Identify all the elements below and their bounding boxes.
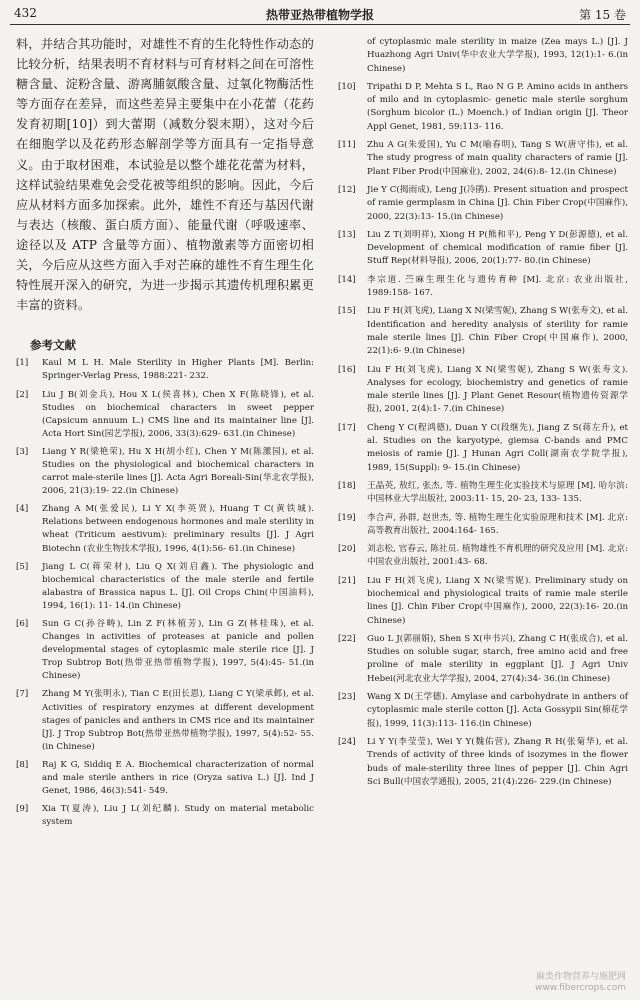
reference-number: [19] xyxy=(338,512,356,523)
volume-label: 第 15 卷 xyxy=(579,8,626,22)
reference-item xyxy=(338,36,628,76)
reference-number: [16] xyxy=(338,364,356,375)
reference-text: Cheng Y C(程鸿德), Duan Y C(段继先), Jiang Z S(蒋左升), et al. Studies on the karyotype, giemsa C-bands and PMC meiosis of ramie [J]. J Hunan Agri Coll(湖南农学院学报), 1989, 15(Suppl): 9- 15.(in Chinese) xyxy=(367,422,628,473)
reference-item xyxy=(338,274,628,301)
reference-item xyxy=(338,139,628,179)
reference-item xyxy=(338,543,628,570)
page-number: 432 xyxy=(14,6,37,20)
reference-number: [10] xyxy=(338,81,356,92)
reference-number: [22] xyxy=(338,633,356,644)
reference-item xyxy=(338,736,628,789)
reference-text: Tripathi D P, Mehta S L, Rao N G P. Amino acids in anthers of milo and in cytoplasmic- genetic male sterile sorghum (Sorghum bicolor (L.) Moench.) of Indian origin [J]. Theor Appl Genet, 1981, 59:113- 116. xyxy=(367,81,628,132)
left-column xyxy=(16,34,314,834)
reference-text: 李合声, 孙群, 赵世杰, 等. 植物生理生化实验原理和技术 [M]. 北京: 高等教育出版社, 2004:164- 165. xyxy=(367,512,628,536)
reference-item xyxy=(338,691,628,731)
reference-number: [4] xyxy=(16,504,29,515)
reference-item xyxy=(338,229,628,269)
references-heading: 参考文献 xyxy=(30,338,76,353)
reference-text: 李宗道. 苎麻生理生化与遗传育种 [M]. 北京: 农业出版社, 1989:158- 167. xyxy=(367,274,628,299)
reference-number: [15] xyxy=(338,306,356,317)
reference-text: Liu Z T(刘明祥), Xiong H P(熊和平), Peng Y D(彭源德), et al. Development of chemical modification of ramie fiber [J]. Stuff Rep(材料导报), 2006, 20(1):77- 80.(in Chinese) xyxy=(367,229,628,267)
reference-text: Wang X D(王学德). Amylase and carbohydrate in anthers of cytoplasmic male sterile cotton [J]. Acta Gossypii Sin(棉花学报), 1999, 11(3):113- 116.(in Chinese) xyxy=(367,692,628,729)
reference-text: Liu F H(刘飞虎), Liang X N(梁雪妮). Preliminary study on biochemical and physiological traits of ramie male sterile lines [J]. Chin Fiber Crop(中国麻作), 2000, 22(3):16- 20.(in Chinese) xyxy=(367,575,628,626)
reference-item xyxy=(16,688,314,753)
reference-text: Guo L J(郭丽娟), Shen S X(申书兴), Zhang C H(张成合), et al. Studies on soluble sugar, starch, free amino acid and free proline of male sterility in eggplant [J]. J Agri Univ Hebei(河北农业大学学报), 2004, 27(4):34- 36.(in Chinese) xyxy=(367,633,628,684)
references-list-right xyxy=(338,36,628,789)
reference-text: Jiang L C(蒋荣材), Liu Q X(刘启鑫). The physiologic and biochemical characteristics of the male sterile and fertile alabastra of Brassica napus L. [J]. Oil Crops Chin(中国油料), 1994, 16(1): 11- 14.(in Chinese) xyxy=(42,561,314,611)
discussion-paragraph: 料，并结合其功能时，对雄性不育的生化特性作动态的比较分析，结果表明不育材料与可育材料之间在可溶性糖含量、淀粉含量、游离脯氨酸含量、过氧化物酶活性等方面存在差异，而这些差异主要集中在小花蕾（花药发育初期[10]）到大蕾期（减数分裂末期），这对今后在细胞学以及花药形态解剖学等方面具有一定指导意义。由于取材困难，本试验是以整个雄花花蕾为材料，这样试验结果难免会受花被等组织的影响。因此，今后应从材料方面多加探索。此外，雄性不育还与基因代谢与表达（核酸、蛋白质方面）、能量代谢（呼吸速率、途径以及 ATP 含量等方面）、植物激素等方面密切相关，今后应从这些方面入手对芒麻的雄性不育生理生化特性展开深入的研究，为进一步揭示其遗传机理积累更丰富的资料。 xyxy=(16,37,314,313)
reference-item xyxy=(16,389,314,441)
reference-item xyxy=(338,364,628,417)
reference-number: [13] xyxy=(338,229,356,240)
reference-text: 王晶英, 敖红, 张杰, 等. 植物生理生化实验技术与原理 [M]. 哈尔滨: 中国林业大学出版社, 2003:11- 15, 20- 23, 133- 135. xyxy=(367,480,628,505)
references-list-left xyxy=(16,357,314,829)
reference-number: [11] xyxy=(338,140,356,151)
reference-number: [18] xyxy=(338,480,356,491)
reference-item xyxy=(16,561,314,613)
reference-number: [14] xyxy=(338,274,356,285)
reference-text: Kaul M L H. Male Sterility in Higher Plants [M]. Berlin: Springer-Verlag Press, 1988:221- 232. xyxy=(42,358,314,382)
reference-item xyxy=(338,575,628,628)
reference-item xyxy=(16,503,314,555)
reference-number: [1] xyxy=(16,358,29,369)
reference-item xyxy=(338,633,628,686)
reference-text: Liu F H(刘飞虎), Liang X N(梁雪妮), Zhang S W(张寿文), et al. Identification and heredity analysis of sterility for ramie male sterile lines [J]. Chin Fiber Crop(中国麻作), 2000, 22(1):6- 9.(in Chinese) xyxy=(367,306,628,357)
reference-item xyxy=(16,618,314,683)
reference-number: [24] xyxy=(338,736,356,747)
reference-number: [20] xyxy=(338,544,356,555)
reference-text: Raj K G, Siddiq E A. Biochemical characterization of normal and male sterile anthers in rice (Oryza sativa L.) [J]. Ind J Genet, 1986, 46(3):541- 549. xyxy=(42,759,314,797)
reference-number: [2] xyxy=(16,389,29,400)
reference-text: Liu F H(刘飞虎), Liang X N(梁雪妮), Zhang S W(张寿文). Analyses for ecology, biochemistry and genetics of ramie male sterile lines [J]. J Plant Genet Resour(植物遗传资源学报), 2001, 2(4):1- 7.(in Chinese) xyxy=(367,364,628,415)
reference-number: [9] xyxy=(16,804,29,815)
site-watermark xyxy=(535,972,626,994)
watermark-url: www.fibercrops.com xyxy=(535,983,626,993)
reference-text: of cytoplasmic male sterility in maize (Zea mays L.) [J]. J Huazhong Agri Univ(华中农业大学学报), 1993, 12(1):1- 6.(in Chinese) xyxy=(367,37,628,74)
reference-number: [3] xyxy=(16,446,29,457)
right-column xyxy=(338,36,628,794)
journal-title: 热带亚热带植物学报 xyxy=(265,8,374,22)
reference-number: [21] xyxy=(338,575,356,586)
reference-number: [6] xyxy=(16,619,29,629)
reference-item xyxy=(16,759,314,798)
reference-item xyxy=(338,184,628,224)
header-rule xyxy=(10,24,630,25)
reference-item xyxy=(16,446,314,498)
reference-item xyxy=(16,803,314,829)
reference-number: [23] xyxy=(338,692,356,703)
reference-text: Liu J B(刘金兵), Hou X L(侯喜林), Chen X F(陈晓锋), et al. Studies on biochemical characters in sweet pepper (Capsicum annuum L.) CMS line and its maintainer line [J]. Acta Hort Sin(园艺学报), 2006, 33(3):629- 631.(in Chinese) xyxy=(42,389,314,439)
watermark-name: 麻类作物营养与施肥网 xyxy=(535,972,626,982)
reference-text: Jie Y C(揭雨成), Leng J(冷鹃). Present situation and prospect of ramie germplasm in China [J]. Chin Fiber Crop(中国麻作), 2000, 22(3):13- 15.(in Chinese) xyxy=(367,184,628,222)
reference-text: Zhang M Y(张明永), Tian C E(田长恩), Liang C Y(梁承邺), et al. Activities of respiratory enzymes at different development stages of panicles and anthers in CMS rice and its maintainer [J]. J Trop Subtrop Bot(热带亚热带植物学报), 1997, 5(4):52- 55.(in Chinese) xyxy=(42,689,314,752)
reference-number: [5] xyxy=(16,561,29,572)
reference-item xyxy=(338,422,628,475)
body-paragraph xyxy=(16,34,314,315)
reference-text: 刘志松, 官春云, 陈社员. 植物雄性不育机理的研究及应用 [M]. 北京: 中国农业出版社, 2001:43- 68. xyxy=(367,544,628,568)
reference-item xyxy=(338,305,628,358)
reference-text: Li Y Y(李莹莹), Wei Y Y(魏佑营), Zhang R H(张菊华), et al. Trends of activity of three kinds of isozymes in the flower buds of male-sterility three lines of pepper [J]. Chin Agri Sci Bull(中国农学通报), 2005, 21(4):226- 229.(in Chinese) xyxy=(367,736,628,787)
reference-item xyxy=(16,357,314,383)
reference-item xyxy=(338,480,628,507)
reference-number: [8] xyxy=(16,759,29,770)
reference-item xyxy=(338,512,628,539)
reference-text: Xia T(夏涛), Liu J L(刘纪麟). Study on material metabolic system xyxy=(42,804,314,828)
reference-text: Sun G C(孙谷畴), Lin Z F(林植芳), Lin G Z(林桂珠), et al. Changes in activities of proteases at panicle and pollen developmental stages of cytoplasmic male sterile rice [J]. J Trop Subtrop Bot(热带亚热带植物学报), 1997, 5(4):45- 51.(in Chinese) xyxy=(42,619,314,682)
reference-text: Zhang A M(张爱民), Li Y X(李英贤), Huang T C(黄铁城). Relations between endogenous hormones and male sterility in wheat (Triticum aestivum): preliminary results [J]. J Agri Biotechn (农业生物技术学报), 1996, 4(1):56- 61.(in Chinese) xyxy=(42,504,314,554)
reference-text: Liang Y R(梁艳荣), Hu X H(胡小红), Chen Y M(陈漯园), et al. Studies on the physiological and biochemical characters in carrot male-sterile lines [J]. Acta Agri Boreali-Sin(华北农学报), 2006, 21(3):19- 22.(in Chinese) xyxy=(42,446,314,497)
reference-item xyxy=(338,81,628,134)
reference-number: [7] xyxy=(16,689,29,700)
reference-number: [17] xyxy=(338,422,356,433)
reference-text: Zhu A G(朱爱国), Yu C M(喻春明), Tang S W(唐守伟), et al. The study progress of main quality characters of ramie [J]. Plant Fiber Prod(中国麻业), 2002, 24(6):8- 12.(in Chinese) xyxy=(367,140,628,177)
reference-number: [12] xyxy=(338,184,356,195)
